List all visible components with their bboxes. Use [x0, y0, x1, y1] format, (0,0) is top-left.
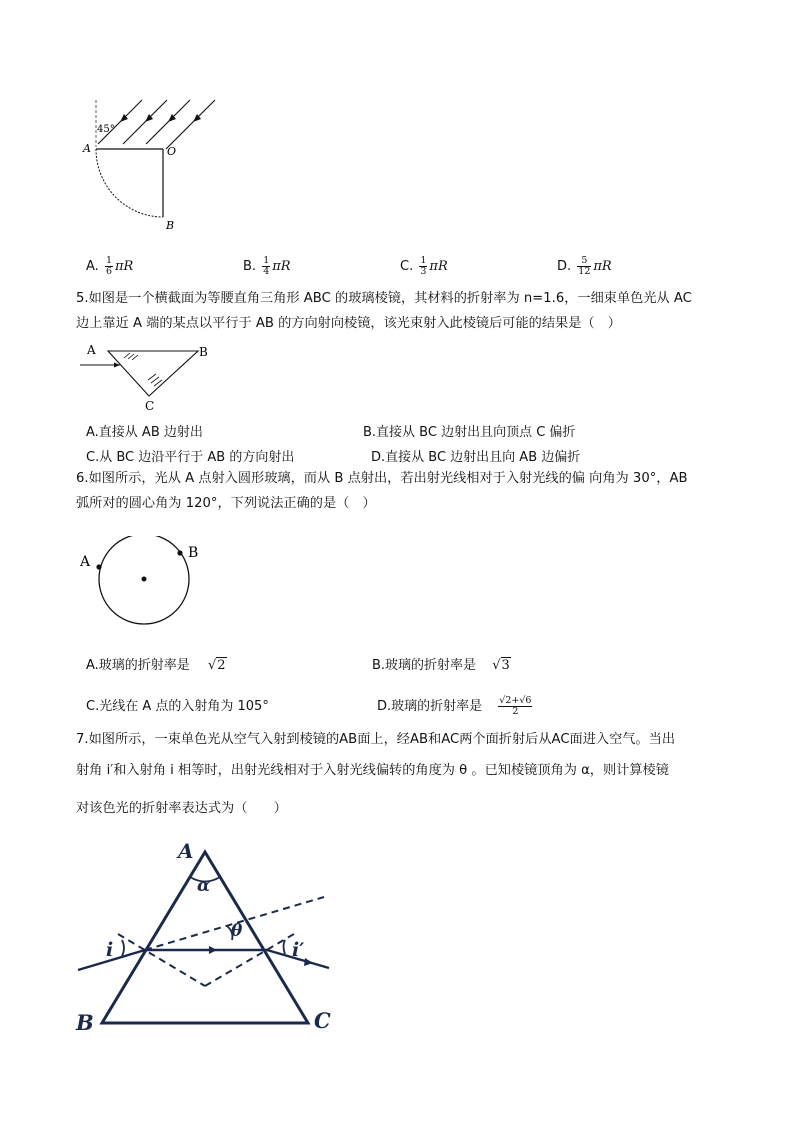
q6-label-a: A [80, 554, 91, 570]
q6-figure [76, 536, 206, 636]
q5-figure [78, 338, 218, 414]
q4-label-o: O [167, 145, 177, 158]
q5-label-c: C [145, 399, 155, 413]
q7-label-b: B [76, 1010, 94, 1035]
q7-label-a: A [178, 839, 194, 863]
q7-line-1: 7.如图所示，一束单色光从空气入射到棱镜的AB面上，经AB和AC两个面折射后从AC面进入空气。当出 [76, 732, 676, 747]
q5-option-a[interactable]: A.直接从 AB 边射出 [86, 425, 203, 440]
q7-figure [72, 836, 342, 1036]
q7-label-c: C [314, 1008, 331, 1033]
q7-label-i-prime: i′ [292, 939, 305, 961]
q4-label-a: A [83, 142, 91, 155]
q6-line-2: 弧所对的圆心角为 120°，下列说法正确的是（ ） [76, 496, 376, 511]
q5-option-b[interactable]: B.直接从 BC 边射出且向顶点 C 偏折 [363, 425, 576, 440]
q4-option-b[interactable]: B. $\frac{1}{4}$ πR [243, 255, 291, 277]
q7-stem [76, 726, 726, 830]
q7-line-2: 射角 i′和入射角 i 相等时，出射光线相对于入射光线偏转的角度为 θ 。已知棱镜顶角为 α，则计算棱镜 [76, 763, 669, 778]
sqrt-3: √3 [492, 658, 510, 673]
q5-line-1: 5.如图是一个横截面为等腰直角三角形 ABC 的玻璃棱镜，其材料的折射率为 n=1.6，一细束单色光从 AC [76, 291, 692, 306]
q5-line-2: 边上靠近 A 端的某点以平行于 AB 的方向射向棱镜，该光束射入此棱镜后可能的结果是（ ） [76, 316, 621, 331]
q5-label-b: B [199, 345, 208, 359]
q4-figure [80, 92, 230, 237]
q7-label-alpha: α [197, 876, 211, 896]
q6-option-a[interactable]: A.玻璃的折射率是 √2 [86, 658, 226, 673]
q5-option-c[interactable]: C.从 BC 边沿平行于 AB 的方向射出 [86, 450, 295, 465]
q6-stem [76, 466, 726, 516]
q7-label-i: i [106, 939, 114, 961]
q5-option-d[interactable]: D.直接从 BC 边射出且向 AB 边偏折 [371, 450, 581, 465]
q7-line-3: 对该色光的折射率表达式为（ ） [76, 801, 287, 816]
q4-label-b: B [166, 219, 175, 232]
q4-option-a[interactable]: A. $\frac{1}{6}$ πR [86, 255, 134, 277]
q7-label-theta: θ [231, 921, 243, 941]
q5-stem [76, 286, 726, 336]
q4-option-d[interactable]: D. $\frac{5}{12}$ πR [557, 255, 612, 277]
q6-option-d[interactable]: D.玻璃的折射率是 $\frac{√2+√6}{2}$ [377, 695, 532, 717]
q4-angle-label: 45° [97, 124, 115, 135]
q6-line-1: 6.如图所示，光从 A 点射入圆形玻璃，而从 B 点射出，若出射光线相对于入射光线的偏 向角为 30°，AB [76, 471, 688, 486]
q6-option-c[interactable]: C.光线在 A 点的入射角为 105° [86, 699, 269, 714]
q5-label-a: A [87, 343, 96, 357]
q6-label-b: B [188, 545, 199, 561]
q4-option-c[interactable]: C. $\frac{1}{3}$ πR [400, 255, 448, 277]
q6-option-b[interactable]: B.玻璃的折射率是 √3 [372, 658, 510, 673]
sqrt-2: √2 [207, 658, 226, 673]
